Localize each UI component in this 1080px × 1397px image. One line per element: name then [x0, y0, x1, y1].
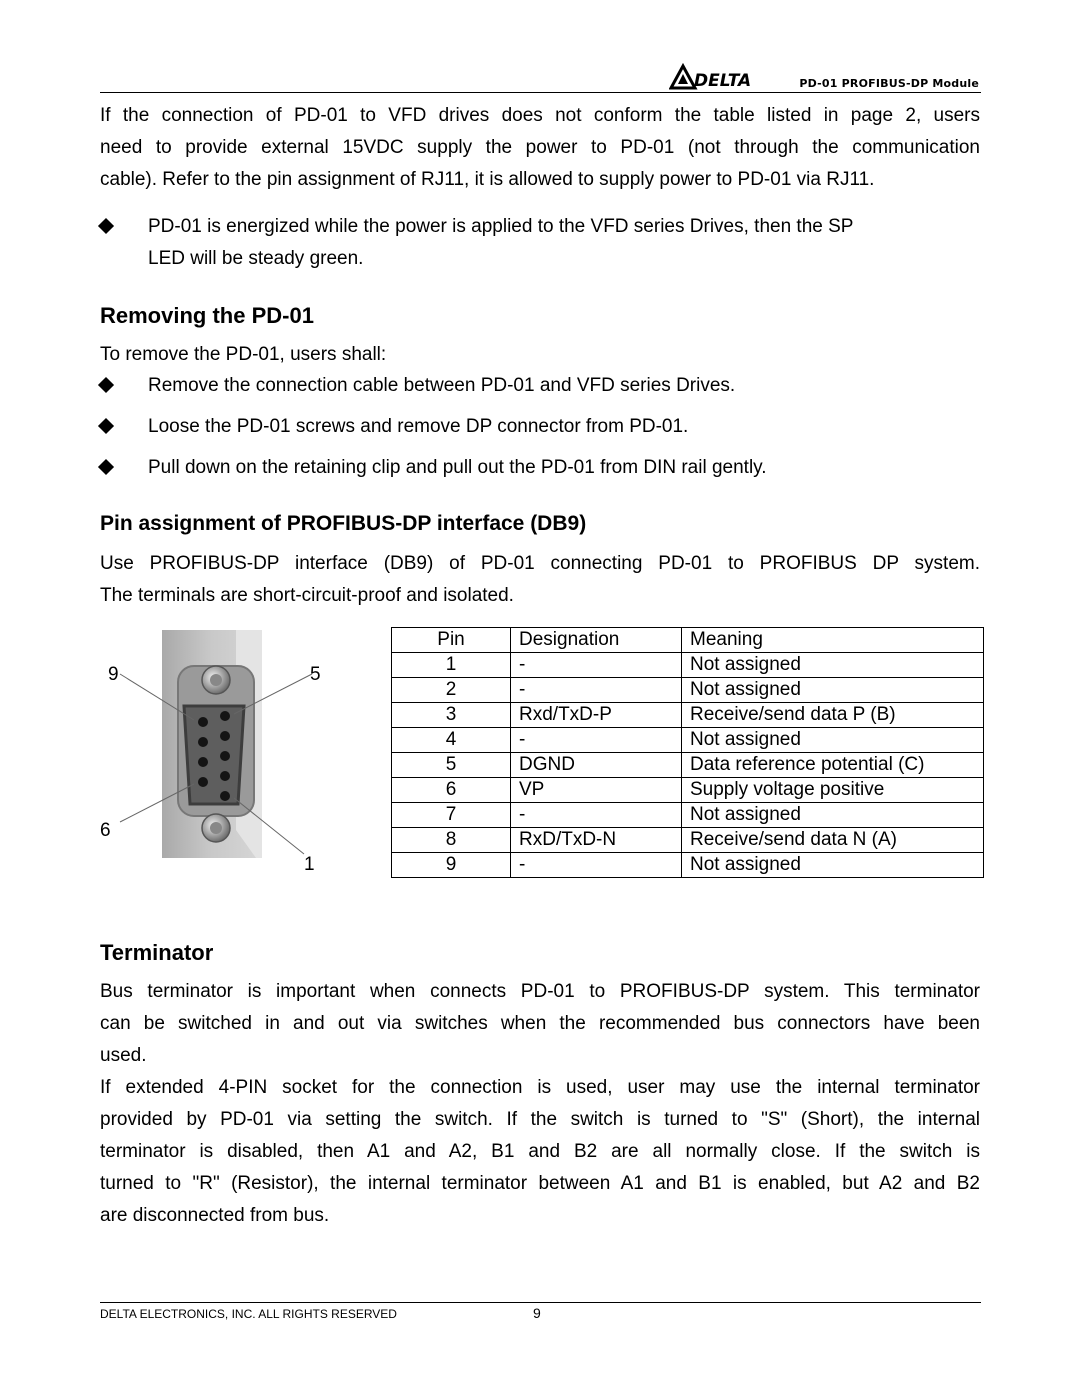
- pin-assignment-line: Use PROFIBUS-DP interface (DB9) of PD-01 connecting PD-01 to PROFIBUS DP system.: [100, 553, 980, 574]
- pin-cell: 6: [392, 778, 511, 803]
- designation-cell: -: [511, 678, 682, 703]
- pin-cell: 9: [392, 853, 511, 878]
- designation-cell: -: [511, 853, 682, 878]
- page-header: [100, 62, 981, 93]
- pin-assignment-table: [391, 627, 984, 878]
- designation-cell: -: [511, 803, 682, 828]
- logo-text: DELTA: [694, 71, 752, 90]
- pin-label-9: 9: [108, 664, 119, 685]
- terminator-line: are disconnected from bus.: [100, 1205, 330, 1226]
- meaning-cell: Not assigned: [682, 653, 984, 678]
- removing-intro: [100, 339, 980, 371]
- terminator-line: provided by PD-01 via setting the switch. If the switch is turned to "S" (Short), the internal: [100, 1109, 980, 1130]
- pin-assignment-paragraph: [100, 548, 980, 612]
- removing-intro-text: To remove the PD-01, users shall:: [100, 344, 387, 365]
- diamond-bullet-icon: [98, 459, 114, 475]
- table-row: [392, 828, 984, 853]
- terminator-line: terminator is disabled, then A1 and A2, B1 and B2 are all normally close. If the switch is: [100, 1141, 980, 1162]
- terminator-line: used.: [100, 1045, 147, 1066]
- header-title: PD-01 PROFIBUS-DP Module: [799, 77, 979, 90]
- pin-cell: 7: [392, 803, 511, 828]
- bullet-text: Pull down on the retaining clip and pull out the PD-01 from DIN rail gently.: [148, 457, 767, 478]
- delta-logo: [669, 62, 763, 90]
- bullet-text: Remove the connection cable between PD-01 and VFD series Drives.: [148, 375, 736, 396]
- intro-line: need to provide external 15VDC supply the power to PD-01 (not through the communication: [100, 137, 980, 158]
- pin-cell: 2: [392, 678, 511, 703]
- terminator-paragraph-1: [100, 976, 980, 1072]
- pin-label-6: 6: [100, 820, 111, 841]
- terminator-line: turned to "R" (Resistor), the internal terminator between A1 and B1 is enabled, but A2 and B2: [100, 1173, 980, 1194]
- diamond-bullet-icon: [98, 377, 114, 393]
- designation-cell: Rxd/TxD-P: [511, 703, 682, 728]
- pin-label-1: 1: [304, 854, 315, 875]
- designation-cell: RxD/TxD-N: [511, 828, 682, 853]
- meaning-cell: Receive/send data P (B): [682, 703, 984, 728]
- meaning-cell: Not assigned: [682, 853, 984, 878]
- terminator-paragraph-2: [100, 1072, 980, 1232]
- section-heading-pin-assignment: Pin assignment of PROFIBUS-DP interface (DB9): [100, 512, 587, 535]
- column-header-meaning: Meaning: [682, 628, 984, 653]
- terminator-line: Bus terminator is important when connects PD-01 to PROFIBUS-DP system. This terminator: [100, 981, 980, 1002]
- designation-cell: DGND: [511, 753, 682, 778]
- meaning-cell: Data reference potential (C): [682, 753, 984, 778]
- table-row: [392, 803, 984, 828]
- pin-cell: 3: [392, 703, 511, 728]
- table-row: [392, 678, 984, 703]
- db9-connector-figure: [96, 630, 336, 880]
- section-heading-terminator: Terminator: [100, 940, 214, 965]
- table-row: [392, 653, 984, 678]
- diamond-bullet-icon: [98, 418, 114, 434]
- designation-cell: -: [511, 728, 682, 753]
- designation-cell: -: [511, 653, 682, 678]
- designation-cell: VP: [511, 778, 682, 803]
- intro-paragraph: [100, 100, 980, 196]
- meaning-cell: Receive/send data N (A): [682, 828, 984, 853]
- table-row: [392, 778, 984, 803]
- connector-socket: [184, 706, 244, 804]
- meaning-cell: Supply voltage positive: [682, 778, 984, 803]
- table-header-row: [392, 628, 984, 653]
- terminator-line: can be switched in and out via switches when the recommended bus connectors have been: [100, 1013, 980, 1034]
- meaning-cell: Not assigned: [682, 728, 984, 753]
- pin-cell: 8: [392, 828, 511, 853]
- page-number: 9: [533, 1305, 541, 1321]
- table-row: [392, 728, 984, 753]
- bullet-text: PD-01 is energized while the power is applied to the VFD series Drives, then the SP: [148, 216, 854, 237]
- terminator-line: If extended 4-PIN socket for the connection is used, user may use the internal terminator: [100, 1077, 980, 1098]
- pin-cell: 5: [392, 753, 511, 778]
- section-heading-removing: Removing the PD-01: [100, 303, 314, 328]
- footer-copyright: DELTA ELECTRONICS, INC. ALL RIGHTS RESERVED: [100, 1307, 397, 1321]
- pin-assignment-line: The terminals are short-circuit-proof and isolated.: [100, 585, 514, 606]
- bullet-text: LED will be steady green.: [148, 248, 364, 269]
- table-row: [392, 753, 984, 778]
- bullet-text: Loose the PD-01 screws and remove DP connector from PD-01.: [148, 416, 689, 437]
- diamond-bullet-icon: [98, 218, 114, 234]
- pin-label-5: 5: [310, 664, 321, 685]
- footer-divider: [100, 1302, 981, 1303]
- meaning-cell: Not assigned: [682, 678, 984, 703]
- meaning-cell: Not assigned: [682, 803, 984, 828]
- pin-cell: 1: [392, 653, 511, 678]
- column-header-designation: Designation: [511, 628, 682, 653]
- intro-line: cable). Refer to the pin assignment of RJ11, it is allowed to supply power to PD-01 via RJ11.: [100, 169, 875, 190]
- pin-cell: 4: [392, 728, 511, 753]
- intro-line: If the connection of PD-01 to VFD drives does not conform the table listed in page 2, users: [100, 105, 980, 126]
- table-row: [392, 703, 984, 728]
- column-header-pin: Pin: [392, 628, 511, 653]
- table-row: [392, 853, 984, 878]
